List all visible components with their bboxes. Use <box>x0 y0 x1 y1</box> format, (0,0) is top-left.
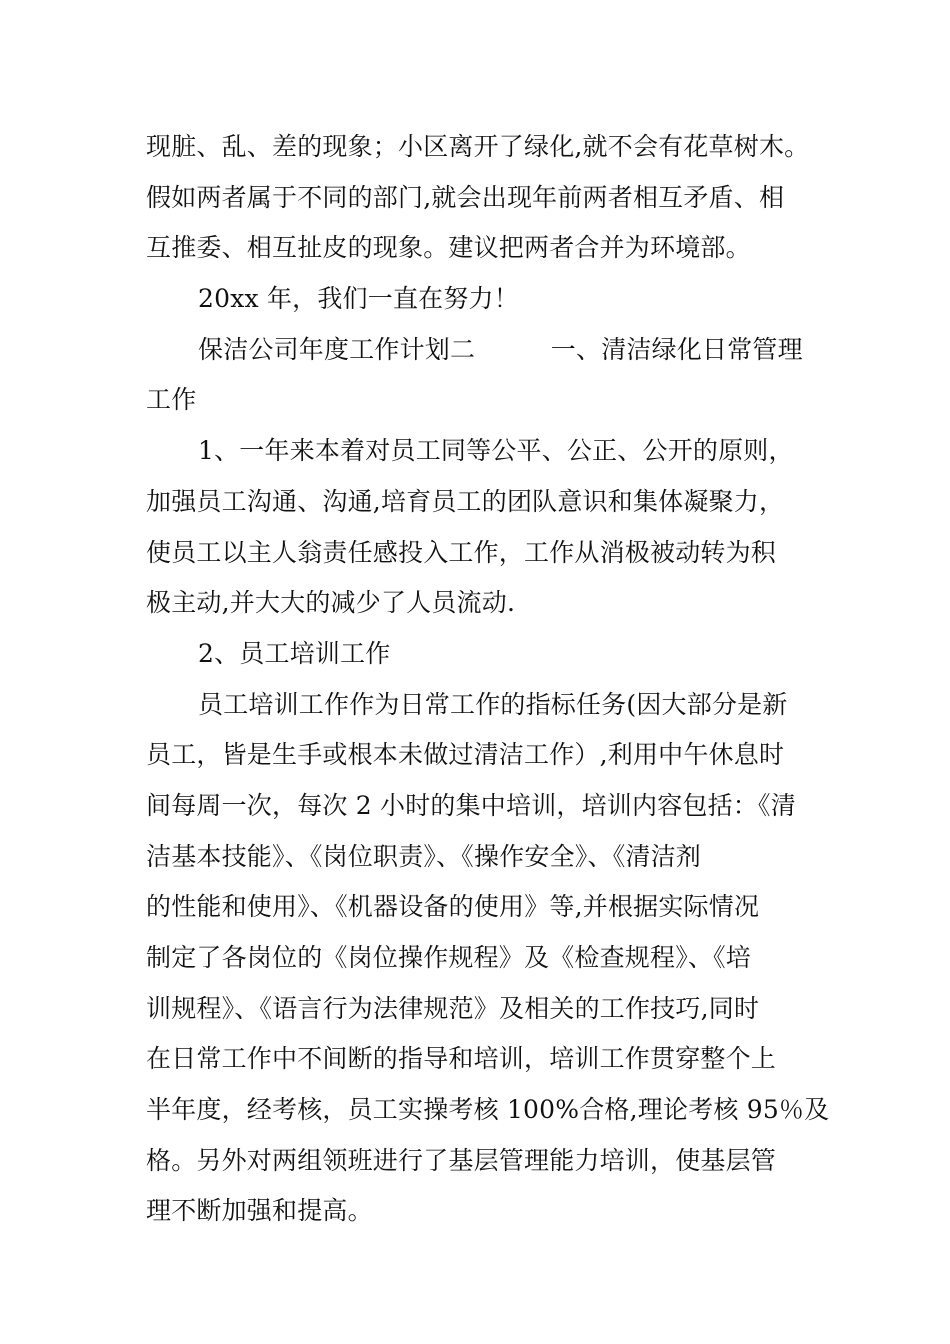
document-line: 格。另外对两组领班进行了基层管理能力培训，使基层管 <box>146 1145 777 1175</box>
document-line: 互推委、相互扯皮的现象。建议把两者合并为环境部。 <box>146 233 751 263</box>
document-line: 训规程》、《语言行为法律规范》及相关的工作技巧,同时 <box>146 993 760 1023</box>
document-line: 使员工以主人翁责任感投入工作，工作从消极被动转为积 <box>146 537 777 567</box>
document-line: 1、一年来本着对员工同等公平、公正、公开的原则， <box>198 436 794 466</box>
document-line: 现脏、乱、差的现象；小区离开了绿化,就不会有花草树木。 <box>146 132 810 161</box>
document-line: 保洁公司年度工作计划二 一、清洁绿化日常管理 <box>198 334 803 364</box>
document-line: 的性能和使用》、《机器设备的使用》等,并根据实际情况 <box>146 892 760 922</box>
document-line: 加强员工沟通、沟通,培育员工的团队意识和集体凝聚力， <box>146 486 785 516</box>
document-line: 在日常工作中不间断的指导和培训，培训工作贯穿整个上 <box>146 1044 777 1074</box>
document-line: 理不断加强和提高。 <box>146 1196 373 1226</box>
document-line: 工作 <box>146 385 197 415</box>
document-line: 2、员工培训工作 <box>198 638 391 668</box>
document-line: 半年度，经考核，员工实操考核 100%合格,理论考核 95％及 <box>146 1095 830 1125</box>
document-line: 极主动,并大大的减少了人员流动. <box>146 588 516 618</box>
document-body <box>146 122 830 1237</box>
document-line: 洁基本技能》、《岗位职责》、《操作安全》、《清洁剂 <box>146 841 702 871</box>
document-line: 制定了各岗位的《岗位操作规程》及《检查规程》、《培 <box>146 943 752 972</box>
document-line: 员工培训工作作为日常工作的指标任务(因大部分是新 <box>198 689 788 719</box>
document-line: 员工，皆是生手或根本未做过清洁工作）,利用中午休息时 <box>146 740 785 770</box>
document-line: 20xx 年，我们一直在努力！ <box>198 284 519 314</box>
document-line: 间每周一次，每次 2 小时的集中培训，培训内容包括：《清 <box>146 790 796 820</box>
document-line: 假如两者属于不同的部门,就会出现年前两者相互矛盾、相 <box>146 182 785 212</box>
